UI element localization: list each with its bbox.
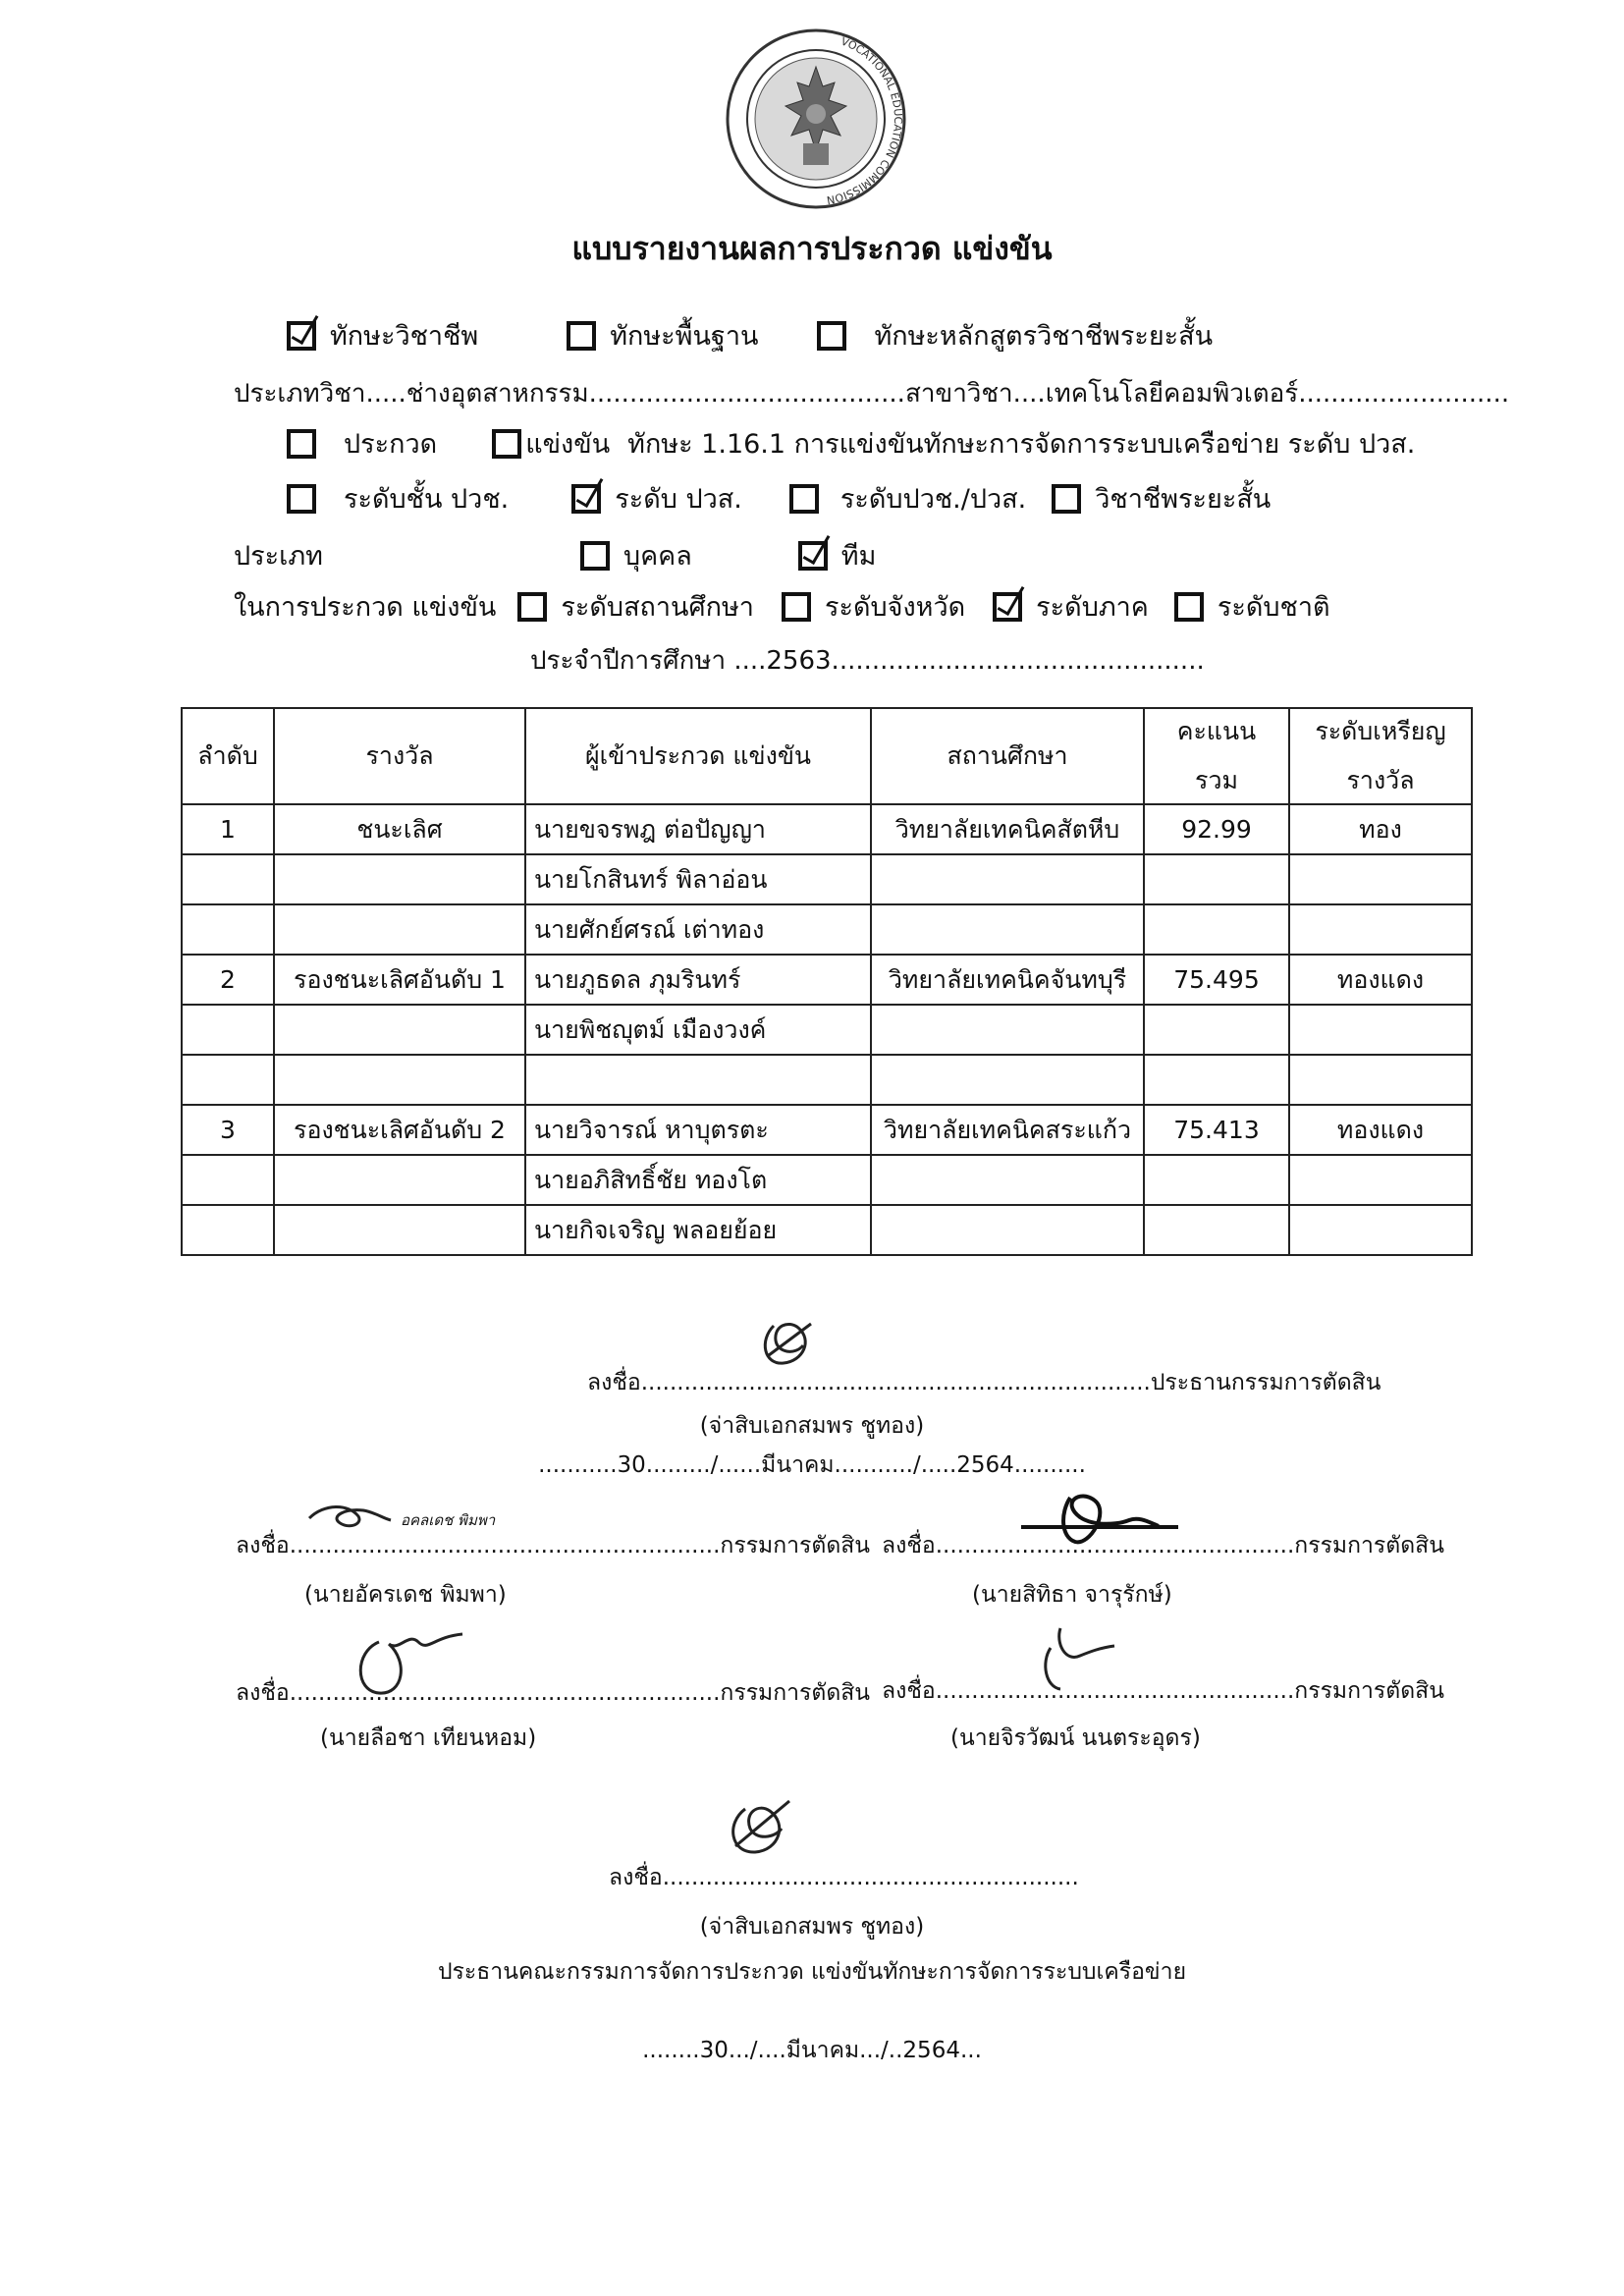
cell-order: 3 [182, 1105, 274, 1155]
header-competitor: ผู้เข้าประกวด แข่งขัน [525, 708, 871, 804]
cell-score [1144, 1055, 1289, 1105]
table-row [182, 854, 1472, 904]
cell-competitor: นายอภิสิทธิ์ชัย ทองโต [525, 1155, 871, 1205]
cell-competitor: นายโกสินทร์ พิลาอ่อน [525, 854, 871, 904]
header-score [1144, 708, 1289, 804]
committee-chair-name: (จ่าสิบเอกสมพร ชูทอง) [699, 1914, 925, 1940]
cell-medal [1289, 1205, 1472, 1255]
committee-chair-signature-scribble-icon [721, 1789, 809, 1868]
contest-label-contest: ประกวด [344, 429, 438, 460]
chair-signature-line: ลงชื่อ.......................................................................ประธานกรรมการตัดสิน [587, 1370, 1381, 1395]
cell-award: รองชนะเลิศอันดับ 1 [274, 955, 525, 1005]
header-medal-line-2: รางวัล [1346, 766, 1415, 794]
cell-award [274, 1055, 525, 1105]
cell-score: 92.99 [1144, 804, 1289, 854]
cell-order [182, 1155, 274, 1205]
header-order: ลำดับ [182, 708, 274, 804]
cell-score [1144, 1205, 1289, 1255]
table-row [182, 904, 1472, 955]
table-row [182, 804, 1472, 854]
cell-school [871, 1205, 1144, 1255]
cell-competitor: นายกิจเจริญ พลอยย้อย [525, 1205, 871, 1255]
skill-type-checkbox-vocational[interactable] [287, 321, 316, 351]
cell-score [1144, 854, 1289, 904]
cell-school: วิทยาลัยเทคนิคจันทบุรี [871, 955, 1144, 1005]
cell-school [871, 904, 1144, 955]
scope-label-province: ระดับจังหวัด [824, 592, 966, 623]
level-checkbox-high-vocational[interactable] [571, 484, 601, 514]
academic-year-line: ประจำปีการศึกษา ....2563.............................................. [530, 646, 1205, 676]
chair-name: (จ่าสิบเอกสมพร ชูทอง) [699, 1413, 925, 1439]
competition-scope-label: ในการประกวด แข่งขัน [234, 592, 497, 623]
cell-competitor: นายขจรพฎ ต่อปัญญา [525, 804, 871, 854]
table-row [182, 955, 1472, 1005]
cell-award [274, 904, 525, 955]
cell-medal [1289, 1055, 1472, 1105]
level-options [287, 477, 1271, 519]
cell-medal: ทอง [1289, 804, 1472, 854]
contest-checkbox-competition[interactable] [492, 429, 521, 459]
judge-1-signature-line: ลงชื่อ............................................................กรรมการตัดสิน [236, 1533, 871, 1558]
cell-medal: ทองแดง [1289, 1105, 1472, 1155]
skill-type-label-vocational: ทักษะวิชาชีพ [330, 321, 479, 352]
judge-1-handwritten-name: อคลเดช พิมพา [401, 1511, 496, 1529]
cell-score [1144, 904, 1289, 955]
cell-award [274, 1005, 525, 1055]
cell-award: ชนะเลิศ [274, 804, 525, 854]
cell-medal: ทองแดง [1289, 955, 1472, 1005]
table-row [182, 1105, 1472, 1155]
scope-label-national: ระดับชาติ [1217, 592, 1330, 623]
level-checkbox-short-course[interactable] [1052, 484, 1081, 514]
cell-order [182, 904, 274, 955]
report-title: แบบรายงานผลการประกวด แข่งขัน [571, 230, 1053, 267]
scope-checkbox-national[interactable] [1174, 592, 1204, 622]
cell-school [871, 1055, 1144, 1105]
chair-date: ...........30........./......มีนาคม.........../.....2564.......... [538, 1452, 1086, 1478]
participant-type-options [234, 534, 876, 576]
header-medal [1289, 708, 1472, 804]
table-row [182, 1055, 1472, 1105]
participant-checkbox-team[interactable] [798, 541, 828, 571]
header-score-line-1: คะแนน [1176, 717, 1257, 745]
judge-4-signature-line: ลงชื่อ..................................................กรรมการตัดสิน [882, 1678, 1444, 1704]
skill-type-options [287, 314, 1213, 356]
cell-order [182, 1005, 274, 1055]
cell-competitor [525, 1055, 871, 1105]
contest-type-options [287, 422, 1415, 465]
subject-line: ประเภทวิชา.....ช่างอุตสาหกรรม.......................................สาขาวิชา....เทคโนโลยีคอมพิวเตอร์.......................... [234, 379, 1510, 409]
participant-checkbox-individual[interactable] [580, 541, 610, 571]
cell-order [182, 854, 274, 904]
cell-medal [1289, 854, 1472, 904]
skill-type-label-basic: ทักษะพื้นฐาน [610, 321, 759, 352]
scope-checkbox-school[interactable] [517, 592, 547, 622]
judge-2-signature-line: ลงชื่อ..................................................กรรมการตัดสิน [882, 1533, 1444, 1558]
committee-chair-signature-line: ลงชื่อ.......................................................... [609, 1865, 1079, 1890]
header-school: สถานศึกษา [871, 708, 1144, 804]
skill-type-label-short-course: ทักษะหลักสูตรวิชาชีพระยะสั้น [874, 321, 1214, 352]
committee-chair-date: ........30.../....มีนาคม.../..2564... [642, 2038, 982, 2063]
skill-type-checkbox-basic[interactable] [567, 321, 596, 351]
cell-order [182, 1205, 274, 1255]
seal-emblem-icon [725, 27, 907, 210]
contest-label-competition: แข่งขัน [525, 429, 611, 460]
skill-type-checkbox-short-course[interactable] [817, 321, 846, 351]
cell-competitor: นายพิชญุตม์ เมืองวงค์ [525, 1005, 871, 1055]
level-label-both: ระดับปวช./ปวส. [839, 484, 1027, 515]
cell-order: 2 [182, 955, 274, 1005]
level-checkbox-vocational-cert[interactable] [287, 484, 316, 514]
cell-score: 75.413 [1144, 1105, 1289, 1155]
judge-3-signature-line: ลงชื่อ............................................................กรรมการตัดสิน [236, 1680, 871, 1706]
level-label-vocational-cert: ระดับชั้น ปวช. [344, 484, 510, 515]
level-label-high-vocational: ระดับ ปวส. [615, 484, 742, 515]
cell-award [274, 1155, 525, 1205]
cell-medal [1289, 1155, 1472, 1205]
cell-school [871, 1155, 1144, 1205]
participant-label-team: ทีม [840, 541, 877, 572]
competition-scope-options [234, 585, 1330, 628]
cell-competitor: นายศักย์ศรณ์ เต่าทอง [525, 904, 871, 955]
participant-label-individual: บุคคล [623, 541, 692, 572]
cell-competitor: นายวิจารณ์ หาบุตรตะ [525, 1105, 871, 1155]
scope-label-region: ระดับภาค [1036, 592, 1149, 623]
cell-award: รองชนะเลิศอันดับ 2 [274, 1105, 525, 1155]
cell-medal [1289, 1005, 1472, 1055]
level-checkbox-both[interactable] [789, 484, 819, 514]
vocational-education-seal [725, 27, 907, 210]
committee-chair-position: ประธานคณะกรรมการจัดการประกวด แข่งขันทักษะการจัดการระบบเครือข่าย [437, 1959, 1187, 1985]
contest-checkbox-contest[interactable] [287, 429, 316, 459]
judge-1-name: (นายอัครเดช พิมพา) [304, 1582, 507, 1608]
header-score-line-2: รวม [1195, 766, 1238, 794]
cell-school: วิทยาลัยเทคนิคสัตหีบ [871, 804, 1144, 854]
seal-ring-text: VOCATIONAL EDUCATION COMMISSION [825, 34, 905, 207]
cell-school [871, 854, 1144, 904]
cell-medal [1289, 904, 1472, 955]
participant-type-label: ประเภท [234, 541, 323, 572]
judge-2-name: (นายสิทิธา จารุรักษ์) [972, 1582, 1172, 1608]
scope-label-school: ระดับสถานศึกษา [561, 592, 754, 623]
scope-checkbox-province[interactable] [782, 592, 811, 622]
scope-checkbox-region[interactable] [993, 592, 1022, 622]
contest-skill-text: ทักษะ 1.16.1 การแข่งขันทักษะการจัดการระบบเครือข่าย ระดับ ปวส. [627, 429, 1416, 460]
cell-school [871, 1005, 1144, 1055]
cell-competitor: นายภูธดล ภุมรินทร์ [525, 955, 871, 1005]
table-header-row [182, 708, 1472, 804]
header-medal-line-1: ระดับเหรียญ [1315, 717, 1446, 745]
cell-score: 75.495 [1144, 955, 1289, 1005]
header-award: รางวัล [274, 708, 525, 804]
results-table [181, 707, 1473, 1256]
level-label-short-course: วิชาชีพระยะสั้น [1095, 484, 1272, 515]
table-row [182, 1205, 1472, 1255]
cell-school: วิทยาลัยเทคนิคสระแก้ว [871, 1105, 1144, 1155]
cell-award [274, 1205, 525, 1255]
cell-order: 1 [182, 804, 274, 854]
cell-score [1144, 1005, 1289, 1055]
judge-4-name: (นายจิรวัฒน์ นนตระอุดร) [950, 1725, 1201, 1751]
table-row [182, 1005, 1472, 1055]
cell-order [182, 1055, 274, 1105]
cell-award [274, 854, 525, 904]
cell-score [1144, 1155, 1289, 1205]
table-row [182, 1155, 1472, 1205]
judge-3-name: (นายลือชา เทียนหอม) [320, 1725, 537, 1751]
